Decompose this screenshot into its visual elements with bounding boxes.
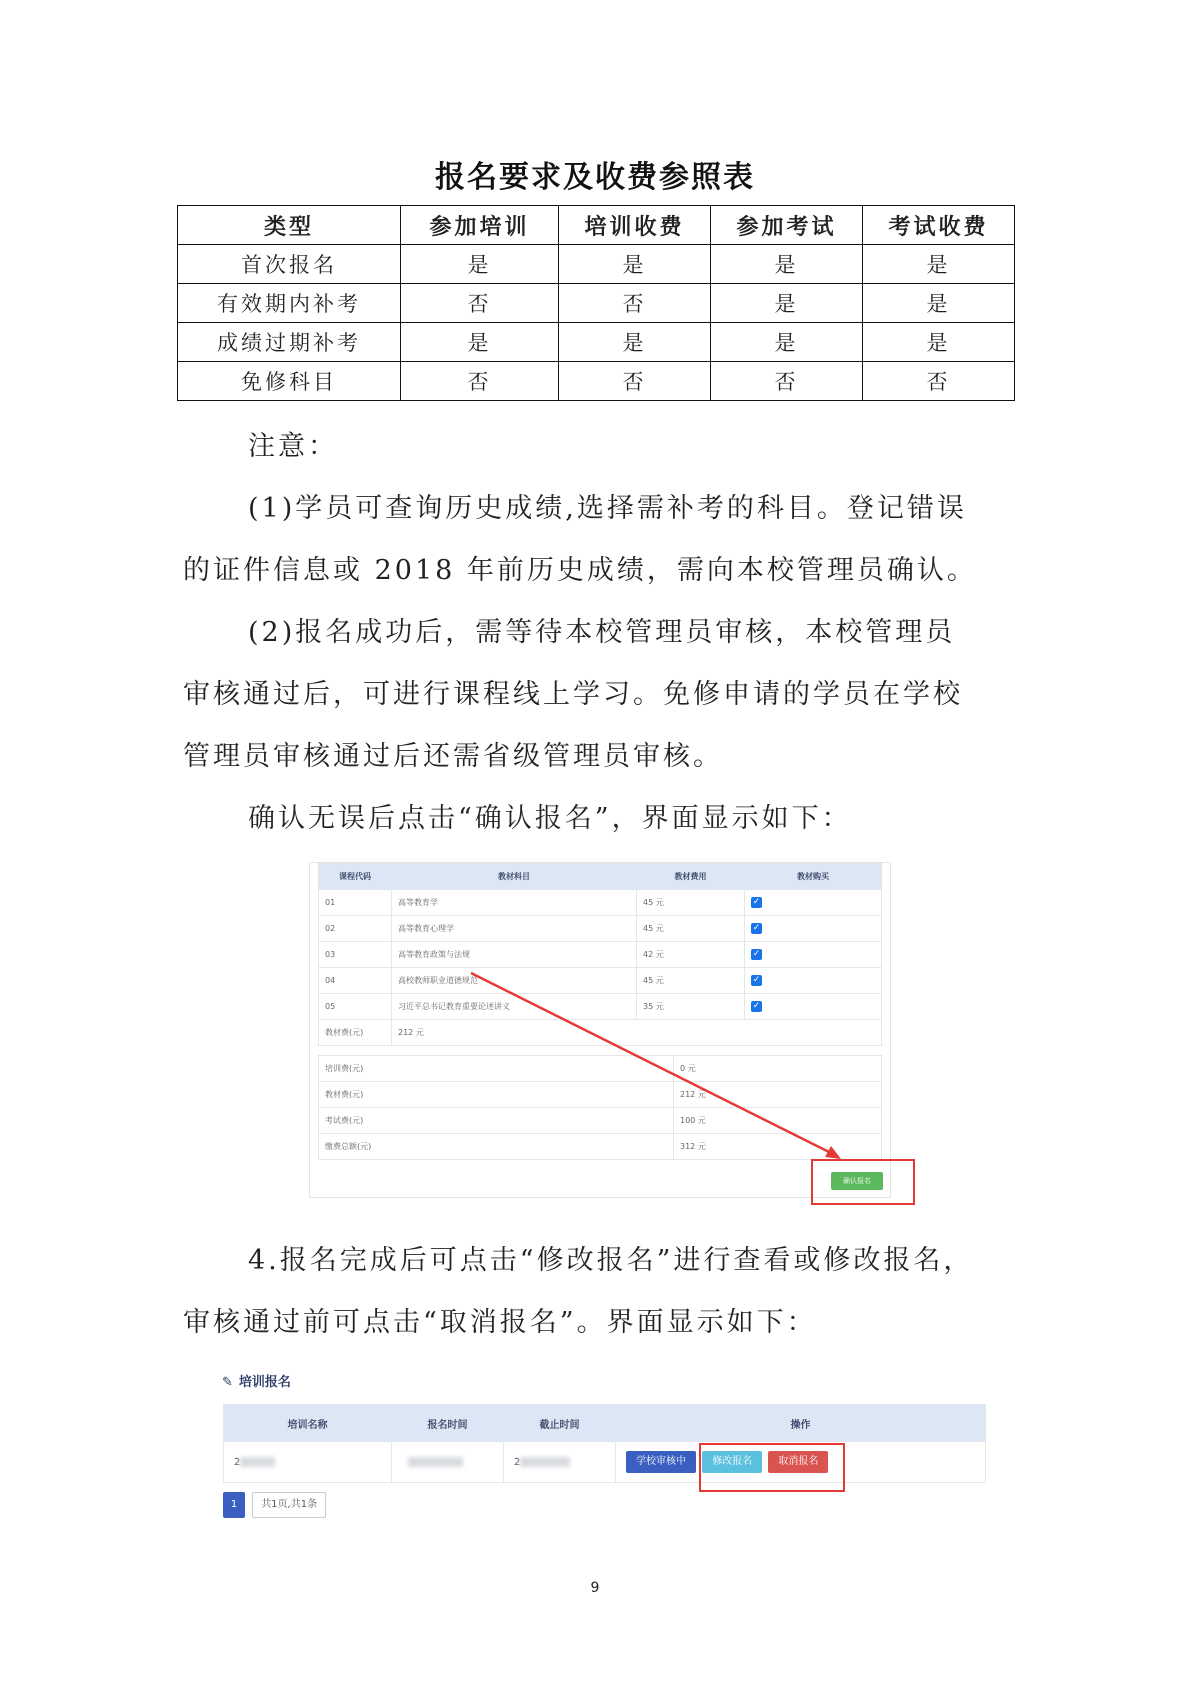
training-registration-heading [222,1371,291,1390]
header-course-code: 课程代码 [319,864,392,890]
course-fee: 42 元 [637,942,745,968]
note-2-line-2: 审核通过后，可进行课程线上学习。免修申请的学员在学校 [183,679,963,710]
table-row [224,1442,986,1483]
red-arrow-icon [310,863,890,1197]
cancel-registration-button[interactable]: 取消报名 [768,1451,828,1473]
table-row [178,323,1015,362]
header-type: 类型 [178,206,401,245]
confirm-registration-screenshot [309,862,891,1198]
training-name-cell [224,1442,392,1483]
course-name: 高等教育政策与法规 [392,942,637,968]
course-name: 高校教师职业道德规范 [392,968,637,994]
note-1-line-2: 的证件信息或 2018 年前历史成绩，需向本校管理员确认。 [183,555,977,586]
header-attend-training: 参加培训 [401,206,559,245]
table-cell: 首次报名 [178,245,401,284]
edit-icon: ✎ [222,1375,233,1390]
header-textbook-fee: 教材费用 [637,864,745,890]
purchase-checkbox[interactable]: ✓ [752,897,761,907]
pagination [223,1492,326,1518]
summary-label: 培训费(元) [319,1056,674,1082]
highlight-box [699,1443,845,1492]
table-row [178,245,1015,284]
header-textbook-purchase: 教材购买 [745,864,882,890]
course-fee: 45 元 [637,916,745,942]
purchase-checkbox[interactable]: ✓ [752,1001,761,1011]
training-name: 2 [234,1456,241,1468]
registration-header-row [224,1405,986,1442]
header-attend-exam: 参加考试 [711,206,863,245]
textbook-total-value: 212 元 [392,1020,882,1046]
modify-instruction-line-1: 4.报名完成后可点击“修改报名”进行查看或修改报名， [248,1245,974,1276]
table-cell: 否 [711,362,863,401]
course-code: 01 [319,890,392,916]
note-1-line-1: (1)学员可查询历史成绩,选择需补考的科目。登记错误 [248,493,967,524]
header-exam-fee: 考试收费 [863,206,1015,245]
note-2-line-1: (2)报名成功后，需等待本校管理员审核，本校管理员 [248,617,956,648]
course-name: 习近平总书记教育重要论述讲义 [392,994,637,1020]
table-cell: 否 [863,362,1015,401]
table-cell: 成绩过期补考 [178,323,401,362]
course-code: 02 [319,916,392,942]
table-cell: 是 [559,245,711,284]
header-textbook-subject: 教材科目 [392,864,637,890]
course-name: 高等教育学 [392,890,637,916]
table-cell: 否 [559,362,711,401]
training-registration-table [223,1404,986,1483]
table-cell: 是 [863,323,1015,362]
table-row [178,284,1015,323]
school-review-status-button[interactable]: 学校审核中 [626,1451,696,1473]
summary-label: 缴费总额(元) [319,1134,674,1160]
header-operations: 操作 [616,1405,986,1442]
redacted-text [240,1457,275,1467]
summary-label: 教材费(元) [319,1082,674,1108]
summary-label: 考试费(元) [319,1108,674,1134]
table-cell: 是 [863,245,1015,284]
table-cell: 否 [401,284,559,323]
course-name: 高等教育心理学 [392,916,637,942]
textbook-total-label: 教材费(元) [319,1020,392,1046]
course-code: 04 [319,968,392,994]
course-fee: 45 元 [637,968,745,994]
course-fee: 45 元 [637,890,745,916]
training-registration-title: 培训报名 [238,1375,291,1390]
purchase-checkbox[interactable]: ✓ [752,949,761,959]
confirm-instruction: 确认无误后点击“确认报名”，界面显示如下： [248,803,852,834]
summary-value: 312 元 [674,1134,882,1160]
purchase-checkbox[interactable]: ✓ [752,923,761,933]
header-training-name: 培训名称 [224,1405,392,1442]
summary-value: 212 元 [674,1082,882,1108]
page-1-button[interactable]: 1 [223,1492,245,1518]
modify-registration-button[interactable]: 修改报名 [702,1451,762,1473]
table-cell: 是 [711,323,863,362]
table-row [178,362,1015,401]
page-title: 报名要求及收费参照表 [435,160,755,195]
note-2-line-3: 管理员审核通过后还需省级管理员审核。 [183,741,723,772]
course-code: 05 [319,994,392,1020]
header-training-fee: 培训收费 [559,206,711,245]
course-code: 03 [319,942,392,968]
table-cell: 有效期内补考 [178,284,401,323]
modify-instruction-line-2: 审核通过前可点击“取消报名”。界面显示如下： [183,1307,817,1338]
table-cell: 免修科目 [178,362,401,401]
page-number: 9 [590,1580,600,1596]
pagination-info: 共1页,共1条 [252,1492,326,1518]
deadline-value: 2 [514,1456,521,1468]
table-cell: 是 [863,284,1015,323]
registration-time-cell [392,1442,504,1483]
confirm-registration-button[interactable]: 确认报名 [831,1172,883,1190]
purchase-checkbox[interactable]: ✓ [752,975,761,985]
table-cell: 否 [401,362,559,401]
header-deadline: 截止时间 [504,1405,616,1442]
table-cell: 是 [401,245,559,284]
redacted-text [408,1457,463,1467]
deadline-cell [504,1442,616,1483]
summary-value: 100 元 [674,1108,882,1134]
summary-value: 0 元 [674,1056,882,1082]
table-cell: 是 [559,323,711,362]
header-registration-time: 报名时间 [392,1405,504,1442]
table-header-row [178,206,1015,245]
table-cell: 是 [401,323,559,362]
fee-reference-table [177,205,1015,401]
table-cell: 是 [711,245,863,284]
notes-heading: 注意： [248,431,338,462]
table-cell: 否 [559,284,711,323]
redacted-text [520,1457,570,1467]
course-fee: 35 元 [637,994,745,1020]
table-cell: 是 [711,284,863,323]
